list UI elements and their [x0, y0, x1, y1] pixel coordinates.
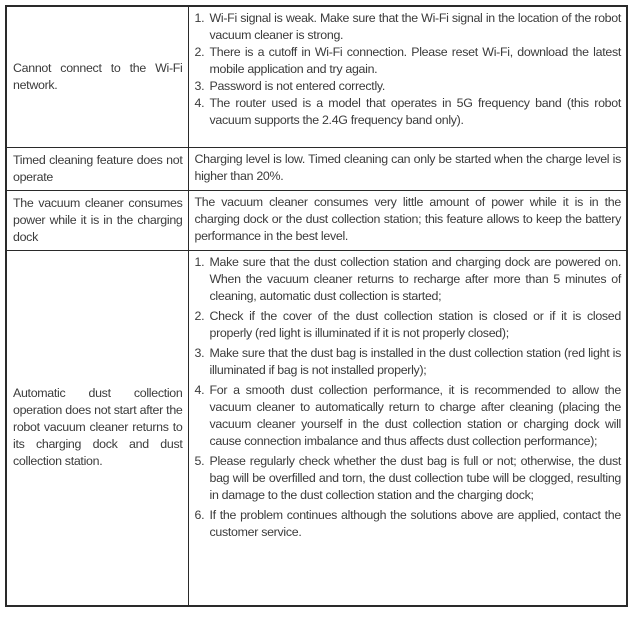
troubleshooting-table [5, 5, 628, 607]
solution-item-text: The router used is a model that operates in 5G frequency band (this robot vacuum supports the 2.4G frequency band only). [209, 96, 621, 127]
solution-list-item [195, 44, 622, 78]
solution-paragraph: The vacuum cleaner consumes very little amount of power while it is in the charging dock or the dust collection station; this feature allows to keep the battery performance in the best level. [194, 194, 621, 243]
solution-list-item [195, 95, 622, 129]
solution-item-text: Please regularly check whether the dust bag is full or not; otherwise, the dust bag will be overfilled and torn, the dust collection tube will be clogged, resulting in damage to the dust collection station and the charging dock; [209, 453, 621, 502]
solution-item-number: 2. [194, 308, 205, 323]
solution-cell [188, 250, 627, 606]
solution-item-number: 3. [194, 345, 205, 360]
solution-cell [188, 147, 627, 190]
solution-item-number: 1. [194, 11, 205, 25]
solution-list-item [195, 382, 622, 450]
solution-paragraph: Charging level is low. Timed cleaning can only be started when the charge level is higher than 20%. [194, 151, 621, 183]
solution-item-text: If the problem continues although the solutions above are applied, contact the customer service. [209, 507, 621, 539]
solution-list-item [195, 254, 622, 305]
solution-item-number: 3. [194, 79, 205, 93]
solution-list-item [195, 345, 622, 379]
solution-item-text: Check if the cover of the dust collection station is closed or if it is closed properly (red light is illuminated if it is not properly closed); [209, 308, 621, 340]
solution-cell [188, 190, 627, 250]
problem-cell [6, 190, 188, 250]
solution-item-text: Make sure that the dust collection station and charging dock are powered on. When the vacuum cleaner returns to recharge after more than 5 minutes of cleaning, automatic dust collection is started; [209, 254, 621, 303]
table-row [6, 6, 627, 147]
table-row [6, 147, 627, 190]
solution-item-number: 6. [194, 507, 205, 522]
solution-item-text: Wi-Fi signal is weak. Make sure that the Wi-Fi signal in the location of the robot vacuum cleaner is strong. [209, 11, 621, 42]
problem-text: The vacuum cleaner consumes power while it is in the charging dock [13, 195, 183, 244]
problem-text: Automatic dust collection operation does not start after the robot vacuum cleaner returns to its charging dock and dust collection station. [13, 386, 183, 469]
problem-text: Timed cleaning feature does not operate [13, 152, 183, 184]
solution-item-number: 2. [194, 45, 205, 59]
solution-list-item [195, 10, 622, 44]
solution-item-number: 1. [194, 254, 205, 269]
solution-item-text: Make sure that the dust bag is installed in the dust collection station (red light is illuminated if bag is not installed properly); [209, 345, 621, 377]
solution-list-item [195, 78, 622, 95]
problem-cell [6, 6, 188, 147]
solution-list-item [195, 453, 622, 504]
problem-cell [6, 147, 188, 190]
solution-cell [188, 6, 627, 147]
solution-item-number: 4. [194, 382, 205, 397]
problem-cell [6, 250, 188, 606]
solution-item-number: 5. [194, 453, 205, 468]
table-row [6, 250, 627, 606]
problem-text: Cannot connect to the Wi-Fi network. [13, 60, 183, 92]
solution-item-number: 4. [194, 96, 205, 110]
solution-item-text: Password is not entered correctly. [209, 79, 386, 93]
solution-item-text: For a smooth dust collection performance, it is recommended to allow the vacuum cleaner to automatically return to charge after cleaning (placing the vacuum cleaner yourself in the dust collection station or charging dock will cause connection imbalance and thus affects dust collection performance); [209, 382, 621, 448]
solution-list-item [195, 308, 622, 342]
table-row [6, 190, 627, 250]
table-body [6, 6, 627, 606]
solution-item-text: There is a cutoff in Wi-Fi connection. Please reset Wi-Fi, download the latest mobile application and try again. [209, 45, 621, 76]
solution-list-item [195, 507, 622, 541]
